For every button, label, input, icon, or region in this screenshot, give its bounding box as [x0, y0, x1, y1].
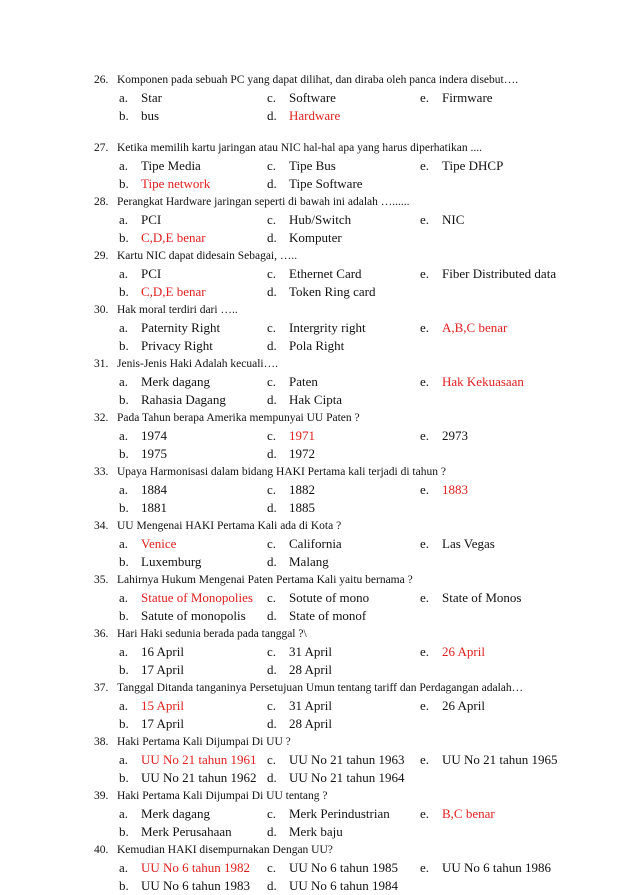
option-text: A,B,C benar: [442, 320, 508, 335]
question-number: 31.: [94, 358, 109, 370]
option-text: Pola Right: [289, 338, 345, 353]
options-row: [0, 553, 638, 571]
option-text: UU No 6 tahun 1982: [141, 860, 251, 875]
question-line: [0, 409, 638, 427]
option-letter: d.: [267, 824, 277, 839]
option-letter: e.: [420, 212, 430, 227]
option-letter: d.: [267, 230, 277, 245]
option-text: 28 April: [289, 662, 332, 677]
option-letter: c.: [267, 860, 277, 875]
option-letter: e.: [420, 698, 430, 713]
question-text: Komponen pada sebuah PC yang dapat dilihat, dan diraba oleh panca indera disebut….: [117, 74, 519, 86]
option-text: UU No 21 tahun 1965: [442, 752, 558, 767]
options-row: [0, 283, 638, 301]
question-text: Upaya Harmonisasi dalam bidang HAKI Pertama kali terjadi di tahun ?: [117, 466, 446, 478]
option-text: UU No 21 tahun 1961: [141, 752, 257, 767]
options-row: [0, 877, 638, 895]
question-number: 35.: [94, 574, 109, 586]
option-letter: c.: [267, 90, 277, 105]
options-row: [0, 373, 638, 391]
option-letter: c.: [267, 428, 277, 443]
option-letter: a.: [119, 752, 129, 767]
options-row: [0, 89, 638, 107]
options-row: [0, 607, 638, 625]
option-letter: c.: [267, 644, 277, 659]
question-block: [0, 409, 638, 463]
option-text: 1971: [289, 428, 315, 443]
question-text: Kemudian HAKI disempurnakan Dengan UU?: [117, 844, 333, 856]
option-letter: b.: [119, 824, 129, 839]
question-text: Tanggal Ditanda tanganinya Persetujuan Umun tentang tariff dan Perdagangan adalah…: [117, 682, 524, 694]
options-row: [0, 715, 638, 733]
option-text: Privacy Right: [141, 338, 213, 353]
options-row: [0, 481, 638, 499]
options-row: [0, 107, 638, 125]
options-row: [0, 751, 638, 769]
option-letter: a.: [119, 90, 129, 105]
option-letter: a.: [119, 860, 129, 875]
option-letter: b.: [119, 446, 129, 461]
option-letter: d.: [267, 770, 277, 785]
question-block: [0, 139, 638, 193]
option-text: Hardware: [289, 108, 341, 123]
option-letter: e.: [420, 482, 430, 497]
options-row: [0, 211, 638, 229]
question-number: 40.: [94, 844, 109, 856]
option-letter: c.: [267, 536, 277, 551]
option-text: Paternity Right: [141, 320, 221, 335]
question-number: 29.: [94, 250, 109, 262]
option-letter: c.: [267, 212, 277, 227]
option-text: Hak Kekuasaan: [442, 374, 524, 389]
options-row: [0, 337, 638, 355]
options-row: [0, 769, 638, 787]
option-text: 26 April: [442, 644, 485, 659]
question-number: 28.: [94, 196, 109, 208]
question-line: [0, 355, 638, 373]
option-text: bus: [141, 108, 160, 123]
option-text: Venice: [141, 536, 177, 551]
question-block: [0, 679, 638, 733]
option-text: Tipe Software: [289, 176, 363, 191]
option-text: 26 April: [442, 698, 485, 713]
option-letter: a.: [119, 158, 129, 173]
option-letter: c.: [267, 752, 277, 767]
option-letter: b.: [119, 608, 129, 623]
question-block: [0, 733, 638, 787]
question-text: Perangkat Hardware jaringan seperti di bawah ini adalah …......: [117, 196, 410, 208]
option-text: UU No 6 tahun 1985: [289, 860, 399, 875]
question-line: [0, 571, 638, 589]
question-line: [0, 733, 638, 751]
option-text: Merk Perusahaan: [141, 824, 232, 839]
option-letter: b.: [119, 878, 129, 893]
question-number: 32.: [94, 412, 109, 424]
option-text: Tipe DHCP: [442, 158, 504, 173]
option-text: 17 April: [141, 662, 184, 677]
option-letter: d.: [267, 500, 277, 515]
quiz-document: [0, 71, 638, 895]
option-text: 1882: [289, 482, 315, 497]
options-row: [0, 319, 638, 337]
option-text: Ethernet Card: [289, 266, 362, 281]
options-row: [0, 157, 638, 175]
option-text: Fiber Distributed data: [442, 266, 557, 281]
option-text: 1975: [141, 446, 167, 461]
option-letter: c.: [267, 266, 277, 281]
option-letter: a.: [119, 320, 129, 335]
option-text: 1972: [289, 446, 315, 461]
option-letter: d.: [267, 446, 277, 461]
option-text: C,D,E benar: [141, 284, 206, 299]
question-line: [0, 193, 638, 211]
option-text: Software: [289, 90, 336, 105]
option-letter: b.: [119, 662, 129, 677]
option-letter: e.: [420, 806, 430, 821]
option-text: Luxemburg: [141, 554, 202, 569]
option-text: NIC: [442, 212, 465, 227]
options-row: [0, 859, 638, 877]
option-text: Satute of monopolis: [141, 608, 246, 623]
options-row: [0, 589, 638, 607]
options-row: [0, 445, 638, 463]
question-line: [0, 301, 638, 319]
option-letter: a.: [119, 806, 129, 821]
options-row: [0, 229, 638, 247]
question-number: 36.: [94, 628, 109, 640]
option-text: State of Monos: [442, 590, 522, 605]
option-text: Rahasia Dagang: [141, 392, 226, 407]
option-text: 31 April: [289, 698, 332, 713]
question-number: 34.: [94, 520, 109, 532]
option-text: Star: [141, 90, 162, 105]
option-letter: c.: [267, 806, 277, 821]
question-text: Kartu NIC dapat didesain Sebagai, …..: [117, 250, 298, 262]
option-text: UU No 21 tahun 1963: [289, 752, 405, 767]
option-letter: d.: [267, 176, 277, 191]
option-letter: e.: [420, 536, 430, 551]
option-letter: e.: [420, 266, 430, 281]
option-text: 1881: [141, 500, 167, 515]
question-block: [0, 301, 638, 355]
option-text: 1885: [289, 500, 315, 515]
option-text: 1883: [442, 482, 468, 497]
question-text: Haki Pertama Kali Dijumpai Di UU ?: [117, 736, 291, 748]
option-text: 16 April: [141, 644, 184, 659]
options-row: [0, 427, 638, 445]
option-letter: a.: [119, 212, 129, 227]
question-text: Ketika memilih kartu jaringan atau NIC hal-hal apa yang harus diperhatikan ....: [117, 142, 483, 154]
option-letter: b.: [119, 770, 129, 785]
question-number: 26.: [94, 74, 109, 86]
question-text: Lahirnya Hukum Mengenai Paten Pertama Kali yaitu bernama ?: [117, 574, 413, 586]
option-letter: d.: [267, 284, 277, 299]
option-letter: c.: [267, 590, 277, 605]
option-letter: d.: [267, 392, 277, 407]
option-letter: e.: [420, 644, 430, 659]
option-text: B,C benar: [442, 806, 495, 821]
options-row: [0, 391, 638, 409]
option-letter: e.: [420, 860, 430, 875]
option-text: Las Vegas: [442, 536, 495, 551]
option-text: UU No 6 tahun 1983: [141, 878, 251, 893]
option-letter: c.: [267, 374, 277, 389]
option-text: Merk baju: [289, 824, 343, 839]
question-number: 33.: [94, 466, 109, 478]
option-text: 15 April: [141, 698, 184, 713]
question-line: [0, 139, 638, 157]
option-letter: e.: [420, 428, 430, 443]
option-letter: a.: [119, 428, 129, 443]
option-text: State of monof: [289, 608, 367, 623]
option-letter: d.: [267, 338, 277, 353]
option-letter: c.: [267, 698, 277, 713]
option-text: 1974: [141, 428, 167, 443]
question-number: 38.: [94, 736, 109, 748]
question-number: 39.: [94, 790, 109, 802]
option-text: Tipe Bus: [289, 158, 336, 173]
option-letter: a.: [119, 698, 129, 713]
option-text: UU No 21 tahun 1962: [141, 770, 257, 785]
options-row: [0, 697, 638, 715]
question-block: [0, 841, 638, 895]
option-text: 1884: [141, 482, 167, 497]
option-letter: e.: [420, 752, 430, 767]
question-block: [0, 517, 638, 571]
question-block: [0, 625, 638, 679]
option-letter: d.: [267, 878, 277, 893]
option-letter: e.: [420, 374, 430, 389]
options-row: [0, 265, 638, 283]
option-letter: c.: [267, 320, 277, 335]
question-text: Haki Pertama Kali Dijumpai Di UU tentang ?: [117, 790, 328, 802]
option-letter: b.: [119, 392, 129, 407]
option-text: C,D,E benar: [141, 230, 206, 245]
question-block: [0, 571, 638, 625]
option-text: California: [289, 536, 342, 551]
question-line: [0, 679, 638, 697]
options-row: [0, 805, 638, 823]
options-row: [0, 643, 638, 661]
question-block: [0, 787, 638, 841]
option-letter: a.: [119, 482, 129, 497]
question-text: Hari Haki sedunia berada pada tanggal ?\: [117, 628, 307, 640]
option-letter: e.: [420, 590, 430, 605]
option-letter: b.: [119, 500, 129, 515]
option-text: PCI: [141, 266, 162, 281]
option-letter: a.: [119, 266, 129, 281]
option-text: Tipe Media: [141, 158, 201, 173]
option-letter: c.: [267, 158, 277, 173]
option-text: Hak Cipta: [289, 392, 343, 407]
option-text: Tipe network: [141, 176, 211, 191]
question-block: [0, 71, 638, 125]
question-block: [0, 463, 638, 517]
option-text: Firmware: [442, 90, 493, 105]
option-letter: d.: [267, 662, 277, 677]
option-text: 31 April: [289, 644, 332, 659]
option-letter: d.: [267, 716, 277, 731]
question-line: [0, 517, 638, 535]
option-text: Hub/Switch: [289, 212, 352, 227]
option-letter: b.: [119, 176, 129, 191]
question-line: [0, 247, 638, 265]
option-text: Merk Perindustrian: [289, 806, 390, 821]
option-text: UU No 6 tahun 1986: [442, 860, 552, 875]
option-text: Token Ring card: [289, 284, 376, 299]
option-text: Statue of Monopolies: [141, 590, 253, 605]
option-text: Paten: [289, 374, 318, 389]
question-text: UU Mengenai HAKI Pertama Kali ada di Kota ?: [117, 520, 342, 532]
option-letter: e.: [420, 158, 430, 173]
option-letter: b.: [119, 230, 129, 245]
question-number: 30.: [94, 304, 109, 316]
option-letter: a.: [119, 590, 129, 605]
question-line: [0, 463, 638, 481]
option-letter: d.: [267, 608, 277, 623]
option-letter: b.: [119, 108, 129, 123]
options-row: [0, 499, 638, 517]
option-letter: e.: [420, 320, 430, 335]
options-row: [0, 535, 638, 553]
option-text: 28 April: [289, 716, 332, 731]
question-number: 37.: [94, 682, 109, 694]
question-text: Jenis-Jenis Haki Adalah kecuali….: [117, 358, 278, 370]
question-line: [0, 787, 638, 805]
question-line: [0, 841, 638, 859]
option-text: Malang: [289, 554, 329, 569]
question-line: [0, 625, 638, 643]
option-letter: a.: [119, 644, 129, 659]
option-letter: a.: [119, 374, 129, 389]
question-block: [0, 355, 638, 409]
option-text: Merk dagang: [141, 806, 210, 821]
option-letter: b.: [119, 554, 129, 569]
question-line: [0, 71, 638, 89]
question-text: Hak moral terdiri dari …..: [117, 304, 238, 316]
question-block: [0, 193, 638, 247]
option-letter: e.: [420, 90, 430, 105]
option-letter: b.: [119, 716, 129, 731]
option-text: Intergrity right: [289, 320, 366, 335]
option-text: Sotute of mono: [289, 590, 370, 605]
option-text: Merk dagang: [141, 374, 210, 389]
option-text: Komputer: [289, 230, 342, 245]
options-row: [0, 175, 638, 193]
option-letter: d.: [267, 108, 277, 123]
question-text: Pada Tahun berapa Amerika mempunyai UU Paten ?: [117, 412, 360, 424]
option-letter: a.: [119, 536, 129, 551]
option-text: UU No 6 tahun 1984: [289, 878, 399, 893]
option-letter: b.: [119, 284, 129, 299]
options-row: [0, 661, 638, 679]
question-number: 27.: [94, 142, 109, 154]
option-letter: c.: [267, 482, 277, 497]
question-block: [0, 247, 638, 301]
option-text: 17 April: [141, 716, 184, 731]
option-text: PCI: [141, 212, 162, 227]
option-text: 2973: [442, 428, 468, 443]
option-text: UU No 21 tahun 1964: [289, 770, 405, 785]
option-letter: d.: [267, 554, 277, 569]
option-letter: b.: [119, 338, 129, 353]
